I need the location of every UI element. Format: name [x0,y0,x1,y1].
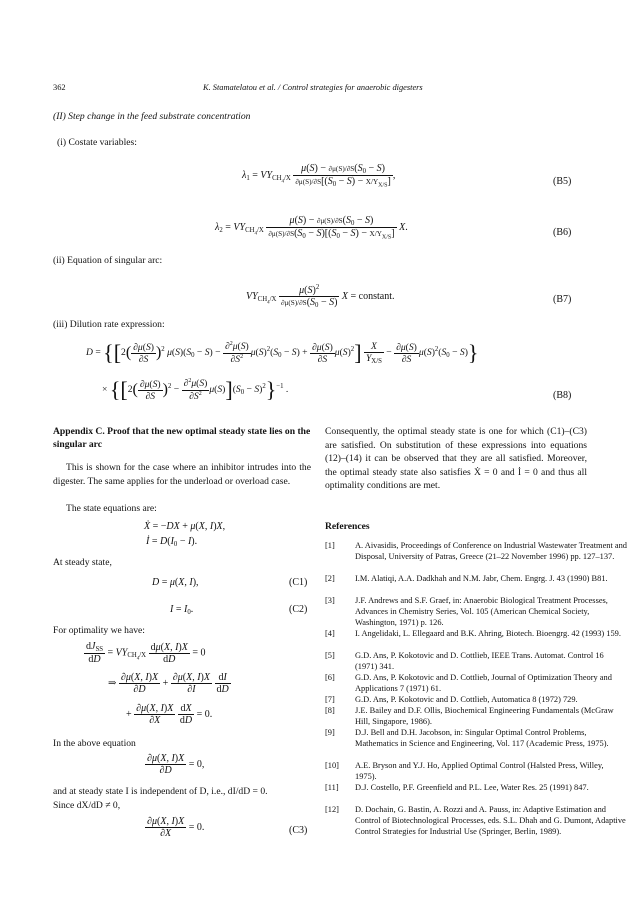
optimality-label: For optimality we have: [53,625,145,636]
equation-label-c3: (C3) [289,825,308,836]
appendix-c-title: Appendix C. Proof that the new optimal steady state lies on the singular arc [53,426,311,451]
state-equation-i: İ = $D(I_0 - I)$. [146,536,198,548]
equation-label-b7: (B7) [553,294,572,305]
optimality-equation-3: + $\frac{\partial\mu(X, I)X}{\partial X}$ $\frac{dX}{dD}$ = 0. [126,703,213,726]
equation-c1: D = μ(X, I), [152,577,199,588]
equation-b8-line1: D = {[2( $\frac{\partial\mu(S)}{\partial S}$ )$^2$ $\mu(S)(S_0 - S)$ − $\frac{\partial^2\mu(S)}{\partial S^2}$ $\mu(S)^2(S_0 - S)$ + $\frac{\partial\mu(S)}{\partial S}$ $\mu(S)^2$] $\frac{X}{Y_{X/S}}$ − $\frac{\partial\mu(S)}{\partial S}$ $\mu(S)^2(S_0 - S)$} [86,340,479,365]
equation-b6: $\lambda_2 = VY_{CH_4/X}$ $\frac{\mu(S) - \partial\mu(S)/\partial S(S_0 - S)}{\partial\mu(S)/\partial S(S_0 - S)[(S_0 - S) - X/Y_{X/S}]}$ X. [215,215,408,241]
equation-b8-line2: × {[2( $\frac{\partial\mu(S)}{\partial S}$ )$^2$ − $\frac{\partial^2\mu(S)}{\partial S^2}$ $\mu(S)](S_0 - S)^2\}^{-1}$ . [102,377,289,402]
steady-state-label: At steady state, [53,557,112,568]
page-number: 362 [53,83,66,92]
equation-label-b6: (B6) [553,227,572,238]
equation-b7: $VY_{CH_4/X}$ $\frac{\mu(S)^2}{\partial\mu(S)/\partial S(S_0 - S)}$ X = constant. [246,284,395,309]
condition-d: $\frac{\partial\mu(X, I)X}{\partial D}$ = 0, [147,753,205,776]
since-text: Since dX/dD ≠ 0, [53,800,121,811]
equation-b5: $\lambda_1 = VY_{CH_4/X}$ $\frac{\mu(S) - \partial\mu(S)/\partial S(S_0 - S)}{\partial\mu(S)/\partial S[(S_0 - S) - X/Y_{X/S}]}$ , [242,163,396,189]
equation-label-b8: (B8) [553,390,572,401]
equation-label-b5: (B5) [553,176,572,187]
optimality-equation-2: ⇒ $\frac{\partial\mu(X, I)X}{\partial D}$ + $\frac{\partial\mu(X, I)X}{\partial I}$ $\frac{dI}{dD}$ [108,672,229,695]
independence-text: and at steady state I is independent of D, i.e., dI/dD = 0. [53,786,268,797]
references-heading: References [325,521,370,532]
equation-c2: $I = I_0$. [170,604,194,616]
dilution-label: (iii) Dilution rate expression: [53,319,165,330]
costate-label: (i) Costate variables: [57,137,137,148]
equation-c3: $\frac{\partial\mu(X, I)X}{\partial X}$ = 0. [147,816,205,839]
reference-list: [1] A. Aivasidis, Proceedings of Conference on Industrial Wastewater Treatment and Disposal, University of Patras, Greece (21–22 November 1996) pp. 127–137. [2] I.M. Alatiqi, A.A. Dadkhah and N.M. Jabr, Chem. Engrg. J. 43 (1990) B81. [3] J.F. Andrews and S.F. Graef, in: Anaerobic Biological Treatment Processes, Advances in Chemistry Series, Vol. 105 (American Chemical Society, Washington, 1971) p. 126. [4] I. Angelidaki, L. Ellegaard and B.K. Ahring, Biotech. Bioengrg. 42 (1993) 159. [5] G.D. Ans, P. Kokotovic and D. Cottlieb, IEEE Trans. Automat. Control 16 (1971) 341. [6] G.D. Ans, P. Kokotovic and D. Cottlieb, Journal of Optimization Theory and Applications 7 (1971) 61. [7] G.D. Ans, P. Kokotovic and D. Cottlieb, Automatica 8 (1972) 729. [8] J.E. Bailey and D.F. Ollis, Biochemical Engineering Fundamentals (McGraw Hill, Singapore, 1986). [9] D.J. Bell and D.H. Jacobson, in: Singular Optimal Control Problems, Mathematics in Science and Engineering, Vol. 117 (Academic Press, 1975). [10] A.E. Bryson and Y.J. Ho, Applied Optimal Control (Halsted Press, Willey, 1975). [11] D.J. Costello, P.F. Greenfield and P.L. Lee, Water Res. 25 (1991) 847. [12] D. Dochain, G. Bastin, A. Rozzi and A. Pauss, in: Adaptive Estimation and Control of Biotechnological Processes, eds. S.L. Dhah and G. Dumont, Adaptive Control Strategies for Industrial Use (Springer, Berlin, 1989). [325,541,627,837]
equation-label-c2: (C2) [289,604,308,615]
running-title: K. Stamatelatou et al. / Control strategies for anaerobic digesters [203,83,423,92]
optimality-equation-1: $\frac{dJ_{SS}}{dD}$ = $VY_{CH_4/X}$ $\frac{d\mu(X, I)X}{dD}$ = 0 [86,641,206,665]
state-equations-intro: The state equations are: [66,503,157,514]
appendix-c-paragraph: This is shown for the case where an inhibitor intrudes into the digester. The same applies for the underload or overload case. [53,462,311,487]
state-equation-x: Ẋ = −DX + μ(X, I)X, [144,521,226,532]
singular-arc-label: (ii) Equation of singular arc: [53,255,163,266]
section-heading: (II) Step change in the feed substrate concentration [53,111,251,122]
conclusion-paragraph: Consequently, the optimal steady state is one for which (C1)–(C3) are satisfied. On substitution of these expressions into equations (12)–(14) it can be observed that they are all satisfied. Moreover, the optimal steady state also satisfies Ẋ = 0 and İ = 0 and thus all optimality conditions are met. [325,426,587,492]
equation-label-c1: (C1) [289,577,308,588]
above-equation-label: In the above equation [53,738,136,749]
